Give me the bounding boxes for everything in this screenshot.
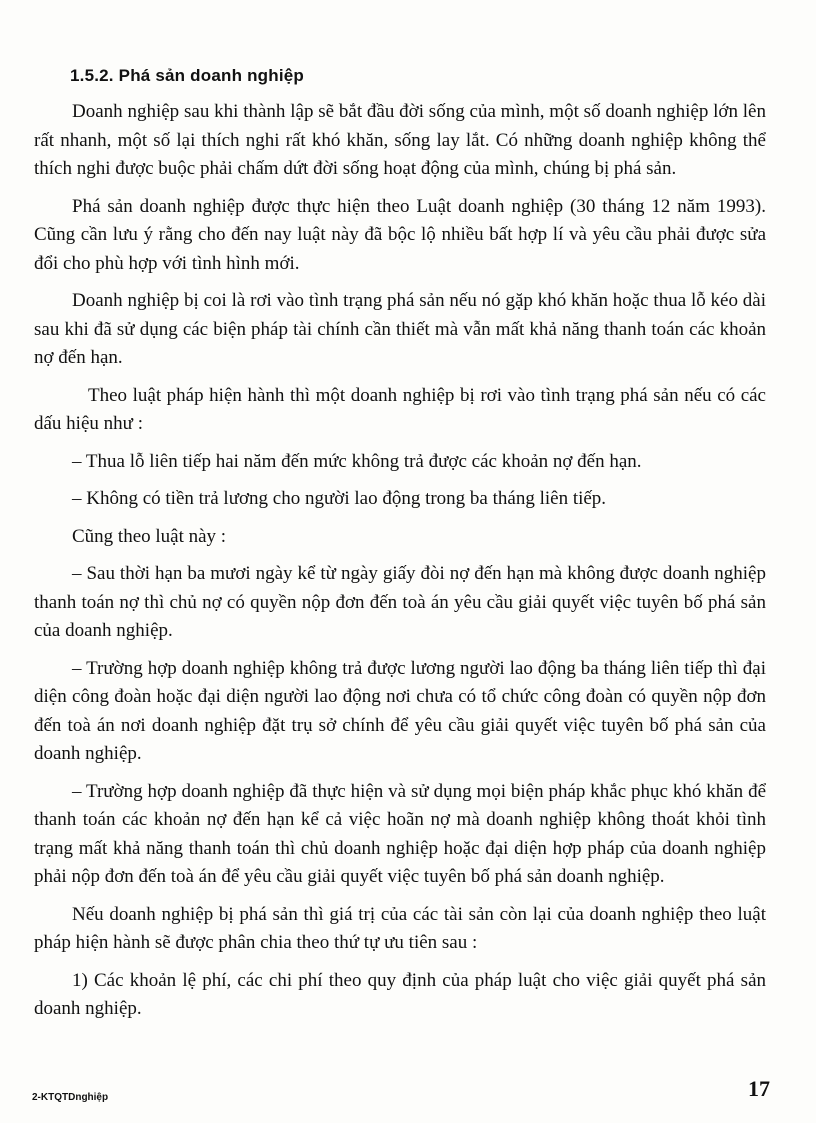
paragraph: Cũng theo luật này :: [72, 525, 227, 547]
list-item: – Không có tiền trả lương cho người lao động trong ba tháng liên tiếp.: [72, 488, 607, 509]
list-item: – Thua lỗ liên tiếp hai năm đến mức không trả được các khoản nợ đến hạn.: [72, 450, 642, 472]
list-item: 1) Các khoản lệ phí, các chi phí theo quy định của pháp luật cho việc giải quyết phá sản doanh nghiệp.: [34, 969, 766, 1019]
section-heading: 1.5.2. Phá sản doanh nghiệp: [70, 66, 305, 85]
list-item: – Trường hợp doanh nghiệp không trả được lương người lao động ba tháng liên tiếp thì đại diện công đoàn hoặc đại diện người lao động nơi chưa có tổ chức công đoàn có quyền nộp đơn đến toà án nơi doanh nghiệp đặt trụ sở chính để yêu cầu giải quyết việc tuyên bố phá sản của doanh nghiệp.: [34, 657, 766, 764]
paragraph: Phá sản doanh nghiệp được thực hiện theo Luật doanh nghiệp (30 tháng 12 năm 1993). Cũng cần lưu ý rằng cho đến nay luật này đã bộc lộ nhiều bất hợp lí và yêu cầu phải được sửa đổi cho phù hợp với tình hình mới.: [34, 195, 766, 274]
paragraph: Doanh nghiệp sau khi thành lập sẽ bắt đầu đời sống của mình, một số doanh nghiệp lớn lên rất nhanh, một số lại thích nghi rất khó khăn, sống lay lắt. Có những doanh nghiệp không thể thích nghi được buộc phải chấm dứt đời sống hoạt động của mình, chúng bị phá sản.: [34, 101, 766, 179]
footer-label: 2-KTQTDnghiệp: [32, 1092, 109, 1103]
paragraph: Theo luật pháp hiện hành thì một doanh nghiệp bị rơi vào tình trạng phá sản nếu có các dấu hiệu như :: [34, 384, 766, 434]
list-item: – Trường hợp doanh nghiệp đã thực hiện và sử dụng mọi biện pháp khắc phục khó khăn để thanh toán các khoản nợ đến hạn kể cả việc hoãn nợ mà doanh nghiệp không thoát khỏi tình trạng mất khả năng thanh toán thì chủ doanh nghiệp hoặc đại diện hợp pháp của doanh nghiệp phải nộp đơn đến toà án để yêu cầu giải quyết việc tuyên bố phá sản doanh nghiệp.: [34, 780, 766, 887]
list-item: – Sau thời hạn ba mươi ngày kể từ ngày giấy đòi nợ đến hạn mà không được doanh nghiệp thanh toán nợ thì chủ nợ có quyền nộp đơn đến toà án yêu cầu giải quyết việc tuyên bố phá sản của doanh nghiệp.: [34, 563, 766, 641]
body-text: [34, 98, 766, 1024]
page-number: 17: [748, 1076, 770, 1101]
paragraph: Doanh nghiệp bị coi là rơi vào tình trạng phá sản nếu nó gặp khó khăn hoặc thua lỗ kéo dài sau khi đã sử dụng các biện pháp tài chính cần thiết mà vẫn mất khả năng thanh toán các khoản nợ đến hạn.: [34, 290, 766, 368]
paragraph: Nếu doanh nghiệp bị phá sản thì giá trị của các tài sản còn lại của doanh nghiệp theo luật pháp hiện hành sẽ được phân chia theo thứ tự ưu tiên sau :: [34, 903, 766, 953]
